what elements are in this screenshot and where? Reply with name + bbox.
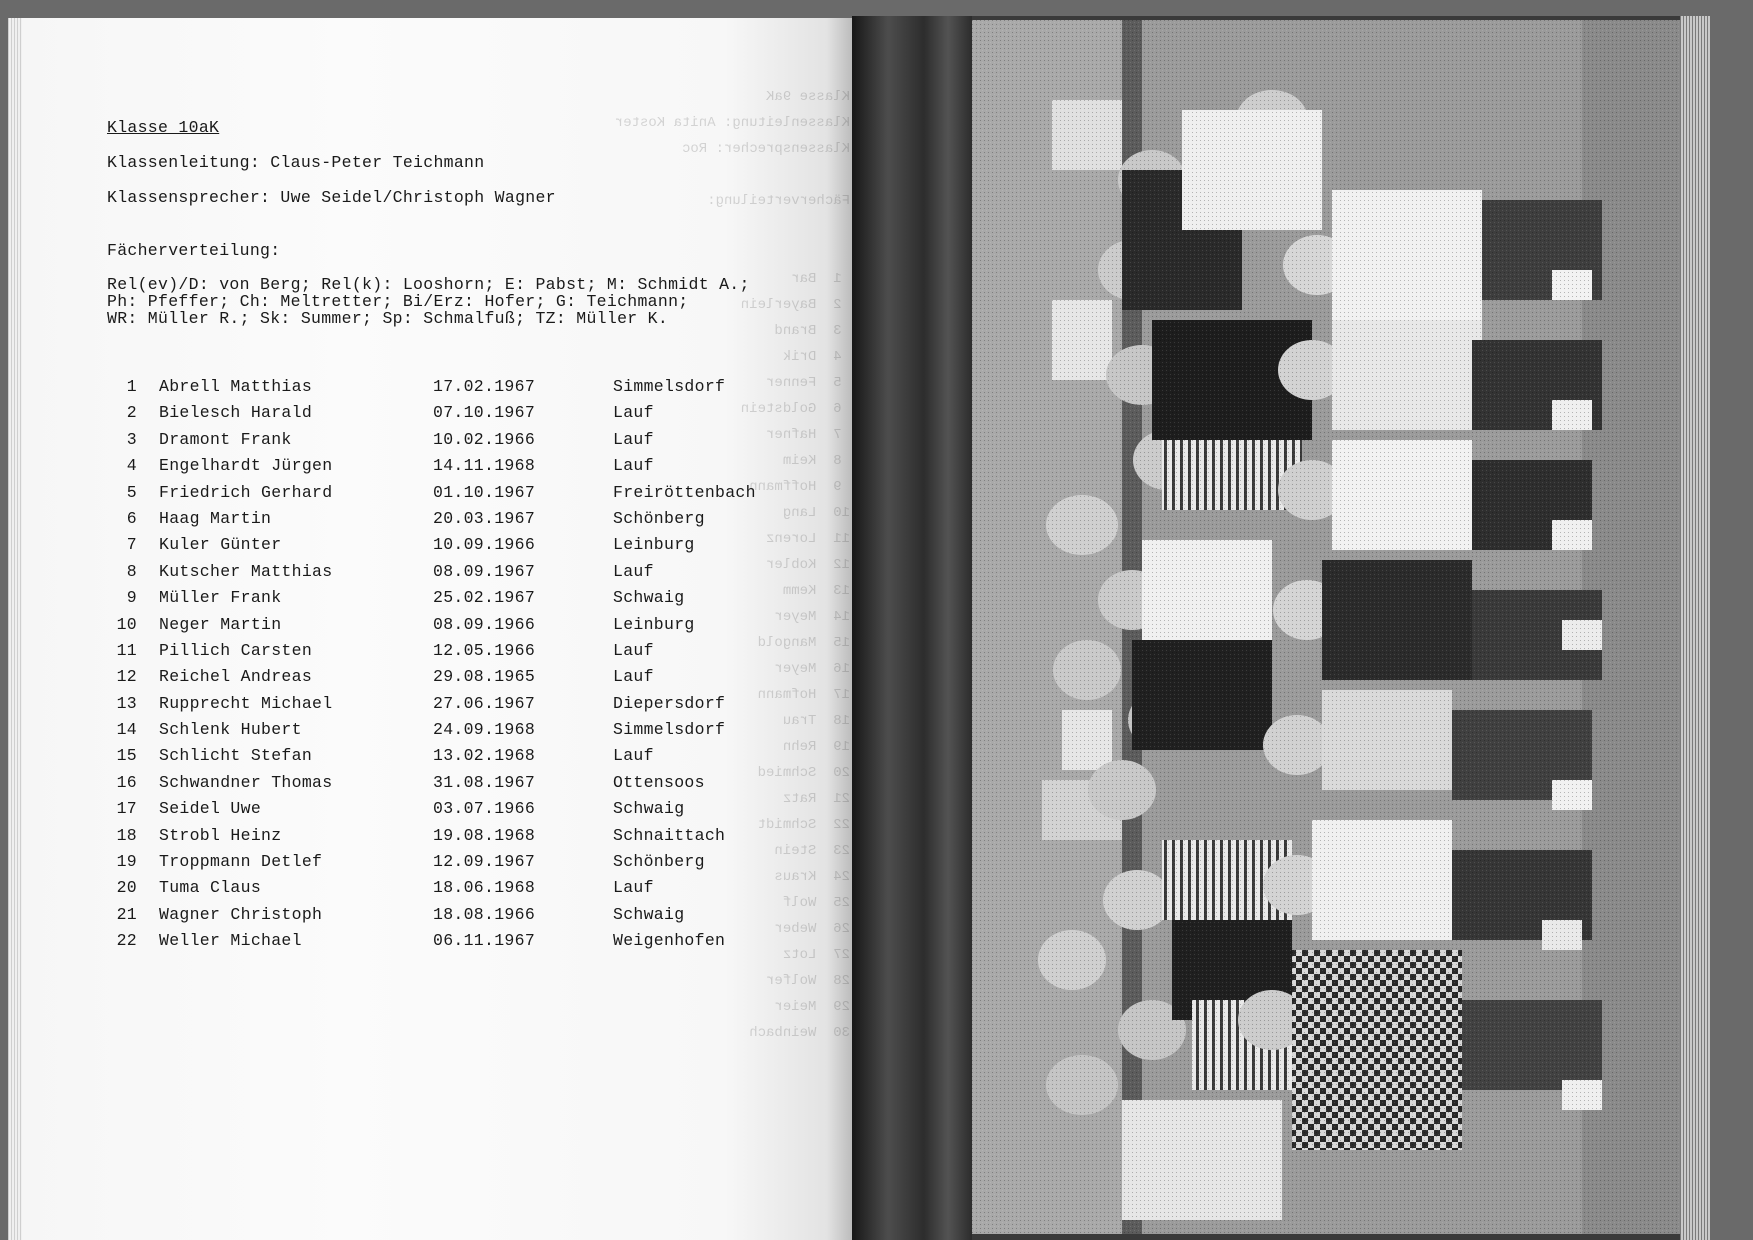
student-hometown: Lauf <box>613 667 654 687</box>
student-birthdate: 08.09.1966 <box>433 614 536 634</box>
student-hometown: Schwaig <box>613 904 685 924</box>
student-hometown: Simmelsdorf <box>613 377 726 396</box>
student-hometown: Lauf <box>613 456 654 476</box>
student-number: 4 <box>126 456 137 476</box>
student-birthdate: 10.02.1966 <box>433 429 536 449</box>
student-number: 17 <box>116 799 137 819</box>
student-birthdate: 07.10.1967 <box>433 403 536 423</box>
student-birthdate: 20.03.1967 <box>433 508 536 528</box>
table-row <box>107 535 767 561</box>
table-row <box>107 746 767 772</box>
student-birthdate: 24.09.1968 <box>433 720 536 740</box>
student-hometown: Schwaig <box>613 588 685 608</box>
student-birthdate: 25.02.1967 <box>433 588 536 608</box>
student-name: Troppmann Detlef <box>159 852 323 872</box>
student-hometown: Schwaig <box>613 799 685 819</box>
student-hometown: Schnaittach <box>613 825 726 845</box>
table-row <box>107 641 767 667</box>
student-hometown: Simmelsdorf <box>613 720 726 740</box>
subjects-line: WR: Müller R.; Sk: Summer; Sp: Schmalfuß; TZ: Müller K. <box>107 309 669 328</box>
class-title: Klasse 10aK <box>107 118 220 137</box>
student-birthdate: 19.08.1968 <box>433 825 536 845</box>
subjects-list <box>107 276 750 327</box>
student-name: Müller Frank <box>159 588 282 608</box>
right-page <box>852 16 1710 1240</box>
student-name: Engelhardt Jürgen <box>159 456 333 476</box>
student-hometown: Ottensoos <box>613 772 705 792</box>
student-hometown: Lauf <box>613 429 654 449</box>
student-number: 10 <box>116 614 137 634</box>
class-representatives: Klassensprecher: Uwe Seidel/Christoph Wagner <box>107 188 556 207</box>
student-name: Seidel Uwe <box>159 799 262 819</box>
student-birthdate: 12.09.1967 <box>433 852 536 872</box>
student-birthdate: 06.11.1967 <box>433 931 536 951</box>
table-row <box>107 456 767 482</box>
table-row <box>107 588 767 614</box>
student-number: 8 <box>126 561 137 581</box>
table-row <box>107 694 767 720</box>
table-row <box>107 562 767 588</box>
student-birthdate: 18.08.1966 <box>433 904 536 924</box>
page-stack-edge-left <box>8 18 22 1240</box>
student-birthdate: 01.10.1967 <box>433 482 536 502</box>
table-row <box>107 878 767 904</box>
student-number: 12 <box>116 667 137 687</box>
student-birthdate: 17.02.1967 <box>433 377 536 396</box>
group-photo-image <box>972 20 1696 1234</box>
student-name: Abrell Matthias <box>159 377 313 396</box>
book-gutter <box>852 16 972 1240</box>
student-hometown: Schönberg <box>613 508 705 528</box>
table-row <box>107 720 767 746</box>
table-row <box>107 799 767 825</box>
table-row <box>107 483 767 509</box>
table-row <box>107 931 767 957</box>
student-number: 9 <box>126 588 137 608</box>
table-row <box>107 826 767 852</box>
student-number: 13 <box>116 693 137 713</box>
subjects-line: Ph: Pfeffer; Ch: Meltretter; Bi/Erz: Hofer; G: Teichmann; <box>107 292 689 311</box>
student-birthdate: 31.08.1967 <box>433 772 536 792</box>
class-photo <box>972 20 1696 1234</box>
student-name: Weller Michael <box>159 931 302 951</box>
class-teacher: Klassenleitung: Claus-Peter Teichmann <box>107 153 485 172</box>
student-name: Tuma Claus <box>159 878 262 898</box>
student-name: Schlicht Stefan <box>159 746 313 766</box>
student-name: Haag Martin <box>159 508 272 528</box>
student-name: Strobl Heinz <box>159 825 282 845</box>
student-name: Friedrich Gerhard <box>159 482 333 502</box>
student-birthdate: 27.06.1967 <box>433 693 536 713</box>
student-number: 1 <box>126 377 137 396</box>
student-roster <box>107 377 767 958</box>
student-birthdate: 10.09.1966 <box>433 535 536 555</box>
student-birthdate: 29.08.1965 <box>433 667 536 687</box>
student-hometown: Freiröttenbach <box>613 482 756 502</box>
student-number: 16 <box>116 772 137 792</box>
table-row <box>107 905 767 931</box>
table-row <box>107 509 767 535</box>
subjects-line: Rel(ev)/D: von Berg; Rel(k): Looshorn; E: Pabst; M: Schmidt A.; <box>107 275 750 294</box>
student-number: 5 <box>126 482 137 502</box>
student-name: Dramont Frank <box>159 429 292 449</box>
student-number: 7 <box>126 535 137 555</box>
student-name: Rupprecht Michael <box>159 693 333 713</box>
student-number: 14 <box>116 720 137 740</box>
student-number: 19 <box>116 852 137 872</box>
student-birthdate: 03.07.1966 <box>433 799 536 819</box>
table-row <box>107 377 767 403</box>
student-number: 6 <box>126 508 137 528</box>
student-number: 3 <box>126 429 137 449</box>
student-hometown: Lauf <box>613 561 654 581</box>
student-number: 11 <box>116 640 137 660</box>
student-name: Schlenk Hubert <box>159 720 302 740</box>
student-hometown: Leinburg <box>613 535 695 555</box>
table-row <box>107 430 767 456</box>
student-name: Neger Martin <box>159 614 282 634</box>
table-row <box>107 773 767 799</box>
student-number: 15 <box>116 746 137 766</box>
table-row <box>107 403 767 429</box>
subjects-heading: Fächerverteilung: <box>107 241 281 260</box>
table-row <box>107 667 767 693</box>
student-name: Pillich Carsten <box>159 640 313 660</box>
student-name: Schwandner Thomas <box>159 772 333 792</box>
student-number: 18 <box>116 825 137 845</box>
student-hometown: Lauf <box>613 878 654 898</box>
student-name: Bielesch Harald <box>159 403 313 423</box>
student-name: Kutscher Matthias <box>159 561 333 581</box>
student-number: 22 <box>116 931 137 951</box>
left-page <box>8 18 852 1240</box>
student-number: 2 <box>126 403 137 423</box>
student-birthdate: 13.02.1968 <box>433 746 536 766</box>
table-row <box>107 615 767 641</box>
student-hometown: Schönberg <box>613 852 705 872</box>
student-number: 20 <box>116 878 137 898</box>
student-birthdate: 12.05.1966 <box>433 640 536 660</box>
student-hometown: Weigenhofen <box>613 931 726 951</box>
student-hometown: Leinburg <box>613 614 695 634</box>
student-hometown: Lauf <box>613 403 654 423</box>
student-name: Reichel Andreas <box>159 667 313 687</box>
show-through-text: Klasse 9aK Klassenleitung: Anita Koster Klassensprecher: Roc Fächerverteilung: 1 Bar 2 Bayerlein 3 Brand 4 Drik 5 Fenner 6 Goldstein 7 Hafner 8 Keim 9 Hoffmann 10 Lang 11 Lorenz 12 Kobler 13 Kemm 14 Meyer 15 Mangold 16 Meyer 17 Hofmann 18 Trau 19 Rehn 20 Schmied 21 Ratz 22 Schmidt 23 Stein 24 Kraus 25 Wolf 26 Weber 27 Lotz 28 Wolfer 29 Meier 30 Weinbach <box>614 89 850 1041</box>
student-name: Kuler Günter <box>159 535 282 555</box>
student-hometown: Lauf <box>613 640 654 660</box>
page-stack-edge-right <box>1680 16 1710 1240</box>
student-hometown: Lauf <box>613 746 654 766</box>
table-row <box>107 852 767 878</box>
student-hometown: Diepersdorf <box>613 693 726 713</box>
student-birthdate: 08.09.1967 <box>433 561 536 581</box>
student-number: 21 <box>116 904 137 924</box>
student-name: Wagner Christoph <box>159 904 323 924</box>
student-birthdate: 18.06.1968 <box>433 878 536 898</box>
student-birthdate: 14.11.1968 <box>433 456 536 476</box>
